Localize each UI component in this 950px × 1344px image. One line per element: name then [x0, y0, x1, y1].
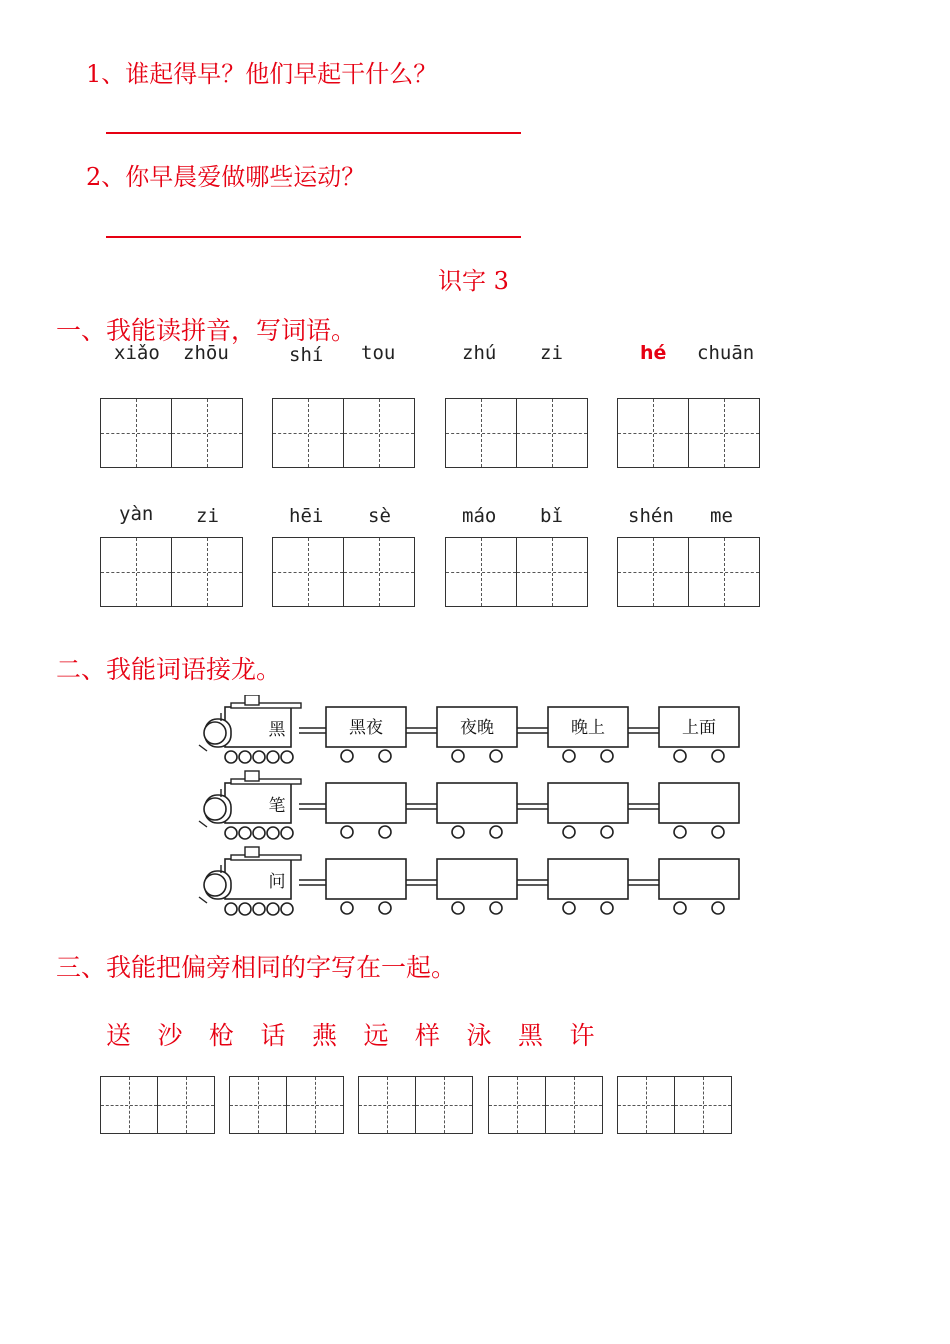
answer-line-2[interactable]: [106, 236, 521, 238]
car-wheel: [341, 902, 353, 914]
car-word: 晚上: [571, 718, 605, 738]
engine-wheel: [281, 903, 293, 915]
writing-grid[interactable]: [488, 1076, 603, 1134]
engine-wheel: [267, 827, 279, 839]
engine-wheel: [239, 827, 251, 839]
question-1: 1、谁起得早？他们早起干什么？: [86, 60, 438, 88]
engine-wheel: [225, 903, 237, 915]
writing-grid[interactable]: [617, 398, 760, 468]
train-car: [548, 783, 628, 823]
car-wheel: [674, 750, 686, 762]
writing-grid[interactable]: [445, 398, 588, 468]
car-wheel: [379, 750, 391, 762]
car-wheel: [452, 750, 464, 762]
engine-wheel: [225, 827, 237, 839]
section-3-heading: 三、我能把偏旁相同的字写在一起。: [56, 953, 457, 982]
engine-cowcatcher: [199, 745, 207, 751]
pinyin: hēi: [289, 505, 324, 527]
pinyin: me: [710, 505, 733, 527]
engine-chimney: [245, 695, 259, 705]
car-wheel: [379, 902, 391, 914]
engine-front: [204, 874, 226, 896]
pinyin: chuān: [697, 342, 755, 364]
pinyin: zi: [196, 505, 219, 527]
engine-wheel: [239, 751, 251, 763]
character: 话: [260, 1021, 286, 1050]
train: [199, 771, 739, 839]
lesson-title: 识字 3: [438, 267, 509, 295]
car-wheel: [490, 826, 502, 838]
section-2-heading: 二、我能词语接龙。: [56, 655, 282, 684]
engine-cowcatcher: [199, 897, 207, 903]
car-wheel: [712, 902, 724, 914]
engine-chimney: [245, 847, 259, 857]
train-car: [659, 859, 739, 899]
car-wheel: [674, 902, 686, 914]
writing-grid[interactable]: [617, 1076, 732, 1134]
writing-grid[interactable]: [445, 537, 588, 607]
car-wheel: [490, 902, 502, 914]
car-wheel: [712, 826, 724, 838]
car-wheel: [601, 902, 613, 914]
character: 样: [415, 1021, 441, 1050]
train: [199, 847, 739, 915]
engine-wheel: [281, 827, 293, 839]
train-car: [437, 859, 517, 899]
character: 燕: [312, 1021, 338, 1050]
engine-wheel: [239, 903, 251, 915]
car-wheel: [341, 826, 353, 838]
character: 枪: [209, 1021, 235, 1050]
pinyin: zi: [540, 342, 563, 364]
engine-wheel: [253, 827, 265, 839]
writing-grid[interactable]: [272, 398, 415, 468]
engine-wheel: [253, 903, 265, 915]
engine-wheel: [267, 751, 279, 763]
train-car: [437, 783, 517, 823]
pinyin: bǐ: [540, 505, 563, 527]
engine-front: [204, 798, 226, 820]
engine-roof: [231, 779, 301, 784]
car-wheel: [674, 826, 686, 838]
engine-wheel: [225, 751, 237, 763]
character: 许: [569, 1021, 595, 1050]
pinyin: zhōu: [183, 342, 229, 364]
pinyin: máo: [462, 505, 497, 527]
engine-wheel: [281, 751, 293, 763]
car-word: 黑夜: [349, 718, 383, 738]
car-wheel: [563, 750, 575, 762]
writing-grid[interactable]: [358, 1076, 473, 1134]
writing-grid[interactable]: [617, 537, 760, 607]
engine-front: [204, 722, 226, 744]
question-2: 2、你早晨爱做哪些运动？: [86, 163, 366, 191]
engine-roof: [231, 855, 301, 860]
car-wheel: [490, 750, 502, 762]
car-word: 上面: [682, 718, 716, 738]
engine-wheel: [253, 751, 265, 763]
answer-line-1[interactable]: [106, 132, 521, 134]
engine-character: 黑: [268, 720, 286, 740]
pinyin: shén: [628, 505, 674, 527]
car-wheel: [452, 902, 464, 914]
train-car: [548, 859, 628, 899]
writing-grid[interactable]: [100, 1076, 215, 1134]
car-wheel: [379, 826, 391, 838]
character: 送: [106, 1021, 132, 1050]
car-wheel: [563, 826, 575, 838]
car-word: 夜晚: [460, 718, 494, 738]
engine-character: 笔: [268, 796, 286, 816]
writing-grid[interactable]: [100, 398, 243, 468]
character: 泳: [466, 1021, 492, 1050]
pinyin-highlight: hé: [640, 342, 667, 364]
car-wheel: [601, 826, 613, 838]
word-chain-trains: [195, 695, 755, 925]
train: [199, 695, 739, 763]
car-wheel: [601, 750, 613, 762]
train-car: [326, 859, 406, 899]
train-car: [326, 783, 406, 823]
writing-grid[interactable]: [272, 537, 415, 607]
engine-roof: [231, 703, 301, 708]
pinyin: sè: [368, 505, 391, 527]
engine-cowcatcher: [199, 821, 207, 827]
car-wheel: [341, 750, 353, 762]
car-wheel: [452, 826, 464, 838]
writing-grid[interactable]: [100, 537, 243, 607]
character: 沙: [157, 1021, 183, 1050]
section-1-heading: 一、我能读拼音，写词语。: [56, 316, 357, 345]
pinyin: yàn: [119, 503, 154, 525]
engine-character: 问: [268, 872, 286, 892]
pinyin: shí: [289, 344, 324, 366]
character: 黑: [518, 1021, 544, 1050]
car-wheel: [563, 902, 575, 914]
engine-wheel: [267, 903, 279, 915]
car-wheel: [712, 750, 724, 762]
character: 远: [363, 1021, 389, 1050]
pinyin: tou: [361, 342, 396, 364]
train-car: [659, 783, 739, 823]
writing-grid[interactable]: [229, 1076, 344, 1134]
engine-chimney: [245, 771, 259, 781]
pinyin: xiǎo: [114, 342, 160, 364]
pinyin: zhú: [462, 342, 497, 364]
character-list: [106, 1016, 621, 1052]
